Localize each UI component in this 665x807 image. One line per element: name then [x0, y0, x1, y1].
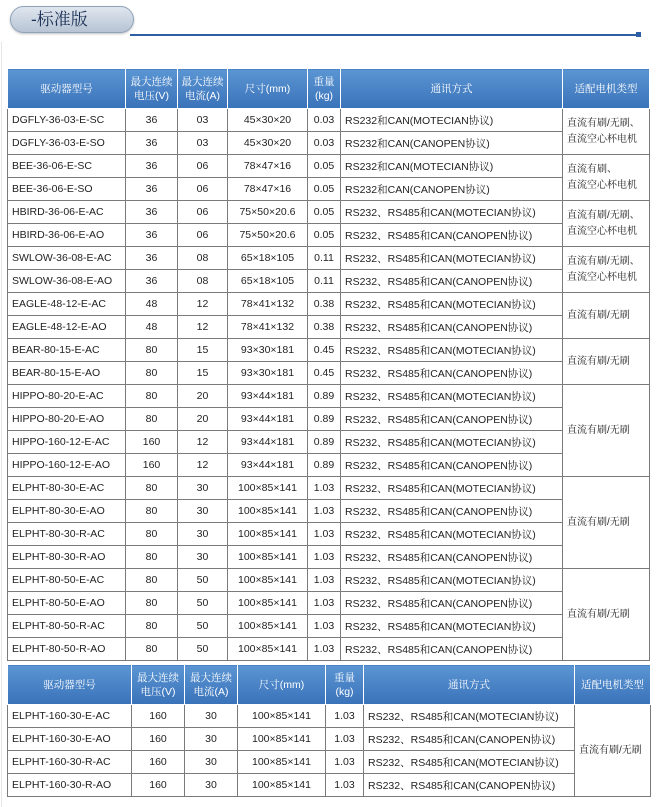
voltage-cell: 36: [126, 224, 178, 247]
size-cell: 100×85×141: [228, 546, 308, 569]
header-size: 尺寸(mm): [238, 665, 326, 705]
size-cell: 100×85×141: [228, 638, 308, 661]
current-cell: 06: [178, 178, 228, 201]
motor-type-line: 直流有刷/无刷: [579, 744, 642, 756]
size-cell: 100×85×141: [238, 705, 326, 728]
comm-cell: RS232、RS485和CAN(MOTECIAN协议): [341, 477, 563, 500]
table-row: [8, 728, 651, 751]
voltage-cell: 36: [126, 109, 178, 132]
model-cell: HIPPO-80-20-E-AC: [8, 385, 126, 408]
current-cell: 12: [178, 454, 228, 477]
voltage-cell: 36: [126, 155, 178, 178]
motor-type-line: 直流有刷/无刷: [567, 309, 630, 321]
size-cell: 78×47×16: [228, 178, 308, 201]
motor-type-cell: [563, 385, 650, 477]
motor-type-cell: [563, 201, 650, 247]
header-motor: 适配电机类型: [563, 69, 650, 109]
model-cell: HIPPO-160-12-E-AO: [8, 454, 126, 477]
table-row: [8, 201, 650, 224]
size-cell: 75×50×20.6: [228, 201, 308, 224]
spec-table-main: [7, 68, 650, 661]
weight-cell: 1.03: [308, 638, 341, 661]
table-row: [8, 523, 650, 546]
comm-cell: RS232、RS485和CAN(MOTECIAN协议): [341, 431, 563, 454]
current-cell: 12: [178, 431, 228, 454]
voltage-cell: 80: [126, 523, 178, 546]
current-cell: 50: [178, 592, 228, 615]
table-row: [8, 408, 650, 431]
comm-cell: RS232、RS485和CAN(MOTECIAN协议): [341, 569, 563, 592]
model-cell: ELPHT-80-30-E-AO: [8, 500, 126, 523]
comm-cell: RS232、RS485和CAN(CANOPEN协议): [341, 362, 563, 385]
size-cell: 78×41×132: [228, 316, 308, 339]
current-cell: 20: [178, 385, 228, 408]
current-cell: 03: [178, 132, 228, 155]
motor-type-cell: [563, 569, 650, 661]
voltage-cell: 36: [126, 132, 178, 155]
table-row: [8, 270, 650, 293]
table-row: [8, 132, 650, 155]
size-cell: 78×41×132: [228, 293, 308, 316]
model-cell: ELPHT-80-50-R-AO: [8, 638, 126, 661]
current-cell: 30: [178, 477, 228, 500]
current-cell: 15: [178, 339, 228, 362]
model-cell: ELPHT-80-30-E-AC: [8, 477, 126, 500]
size-cell: 93×44×181: [228, 408, 308, 431]
motor-type-line: 直流有刷/无刷: [567, 516, 630, 528]
comm-cell: RS232、RS485和CAN(CANOPEN协议): [341, 224, 563, 247]
table-row: [8, 774, 651, 797]
header-weight: 重量(kg): [326, 665, 364, 705]
model-cell: BEE-36-06-E-SO: [8, 178, 126, 201]
weight-cell: 0.05: [308, 201, 341, 224]
current-cell: 12: [178, 316, 228, 339]
size-cell: 93×44×181: [228, 431, 308, 454]
voltage-cell: 36: [126, 247, 178, 270]
table-row: [8, 705, 651, 728]
current-cell: 30: [185, 728, 238, 751]
voltage-cell: 36: [126, 201, 178, 224]
comm-cell: RS232、RS485和CAN(CANOPEN协议): [341, 546, 563, 569]
comm-cell: RS232、RS485和CAN(MOTECIAN协议): [341, 523, 563, 546]
table-row: [8, 500, 650, 523]
current-cell: 15: [178, 362, 228, 385]
size-cell: 93×30×181: [228, 339, 308, 362]
model-cell: ELPHT-160-30-E-AO: [8, 728, 132, 751]
current-cell: 50: [178, 569, 228, 592]
header-model: 驱动器型号: [8, 69, 126, 109]
weight-cell: 0.38: [308, 293, 341, 316]
weight-cell: 1.03: [308, 569, 341, 592]
header-row: [8, 69, 650, 109]
voltage-cell: 80: [126, 638, 178, 661]
model-cell: ELPHT-80-30-R-AC: [8, 523, 126, 546]
model-cell: EAGLE-48-12-E-AO: [8, 316, 126, 339]
voltage-cell: 80: [126, 500, 178, 523]
model-cell: SWLOW-36-08-E-AO: [8, 270, 126, 293]
table-row: [8, 431, 650, 454]
weight-cell: 0.89: [308, 408, 341, 431]
motor-type-cell: [563, 247, 650, 293]
size-cell: 100×85×141: [228, 615, 308, 638]
size-cell: 65×18×105: [228, 247, 308, 270]
model-cell: ELPHT-160-30-R-AC: [8, 751, 132, 774]
voltage-cell: 80: [126, 477, 178, 500]
size-cell: 45×30×20: [228, 132, 308, 155]
table-row: [8, 339, 650, 362]
header-comm: 通讯方式: [341, 69, 563, 109]
voltage-cell: 160: [126, 454, 178, 477]
model-cell: HIPPO-80-20-E-AO: [8, 408, 126, 431]
size-cell: 78×47×16: [228, 155, 308, 178]
weight-cell: 0.03: [308, 109, 341, 132]
comm-cell: RS232、RS485和CAN(CANOPEN协议): [364, 728, 575, 751]
table-row: [8, 454, 650, 477]
motor-type-line: 直流有刷/无刷、: [567, 255, 640, 267]
model-cell: DGFLY-36-03-E-SO: [8, 132, 126, 155]
table-row: [8, 109, 650, 132]
voltage-cell: 48: [126, 293, 178, 316]
comm-cell: RS232、RS485和CAN(MOTECIAN协议): [341, 201, 563, 224]
voltage-cell: 160: [132, 728, 185, 751]
header-current: 最大连续电流(A): [178, 69, 228, 109]
motor-type-cell: [563, 477, 650, 569]
table-row: [8, 247, 650, 270]
table-row: [8, 316, 650, 339]
comm-cell: RS232和CAN(MOTECIAN协议): [341, 109, 563, 132]
current-cell: 12: [178, 293, 228, 316]
comm-cell: RS232和CAN(CANOPEN协议): [341, 178, 563, 201]
motor-type-line: 直流有刷/无刷、: [567, 209, 640, 221]
voltage-cell: 36: [126, 270, 178, 293]
motor-type-line: 直流有刷/无刷、: [567, 117, 640, 129]
comm-cell: RS232、RS485和CAN(CANOPEN协议): [364, 774, 575, 797]
model-cell: SWLOW-36-08-E-AC: [8, 247, 126, 270]
table-row: [8, 592, 650, 615]
motor-type-cell: [563, 339, 650, 385]
table-row: [8, 224, 650, 247]
model-cell: BEE-36-06-E-SC: [8, 155, 126, 178]
spec-table-160v: [7, 664, 651, 797]
comm-cell: RS232、RS485和CAN(CANOPEN协议): [341, 500, 563, 523]
header-weight: 重量(kg): [308, 69, 341, 109]
comm-cell: RS232、RS485和CAN(MOTECIAN协议): [364, 751, 575, 774]
motor-type-line: 直流空心杯电机: [567, 271, 637, 283]
page-edge: [1, 42, 2, 807]
motor-type-line: 直流有刷/无刷: [567, 424, 630, 436]
voltage-cell: 80: [126, 408, 178, 431]
weight-cell: 1.03: [326, 728, 364, 751]
comm-cell: RS232和CAN(MOTECIAN协议): [341, 155, 563, 178]
comm-cell: RS232、RS485和CAN(MOTECIAN协议): [364, 705, 575, 728]
voltage-cell: 48: [126, 316, 178, 339]
size-cell: 100×85×141: [238, 728, 326, 751]
size-cell: 45×30×20: [228, 109, 308, 132]
motor-type-line: 直流有刷/无刷: [567, 608, 630, 620]
voltage-cell: 80: [126, 362, 178, 385]
model-cell: DGFLY-36-03-E-SC: [8, 109, 126, 132]
model-cell: ELPHT-80-50-E-AO: [8, 592, 126, 615]
motor-type-cell: [563, 155, 650, 201]
weight-cell: 1.03: [308, 592, 341, 615]
comm-cell: RS232、RS485和CAN(CANOPEN协议): [341, 638, 563, 661]
weight-cell: 1.03: [308, 523, 341, 546]
size-cell: 100×85×141: [228, 523, 308, 546]
weight-cell: 0.05: [308, 178, 341, 201]
motor-type-line: 直流有刷、: [567, 163, 617, 175]
weight-cell: 1.03: [308, 477, 341, 500]
table-row: [8, 569, 650, 592]
header-model: 驱动器型号: [8, 665, 132, 705]
table-row: [8, 155, 650, 178]
voltage-cell: 80: [126, 339, 178, 362]
current-cell: 08: [178, 270, 228, 293]
comm-cell: RS232、RS485和CAN(CANOPEN协议): [341, 270, 563, 293]
size-cell: 100×85×141: [228, 592, 308, 615]
weight-cell: 1.03: [326, 751, 364, 774]
comm-cell: RS232、RS485和CAN(MOTECIAN协议): [341, 293, 563, 316]
motor-type-cell: [563, 109, 650, 155]
current-cell: 30: [185, 751, 238, 774]
current-cell: 06: [178, 155, 228, 178]
current-cell: 30: [185, 774, 238, 797]
model-cell: ELPHT-80-30-R-AO: [8, 546, 126, 569]
size-cell: 65×18×105: [228, 270, 308, 293]
table-row: [8, 546, 650, 569]
header-voltage: 最大连续电压(V): [132, 665, 185, 705]
size-cell: 93×44×181: [228, 385, 308, 408]
current-cell: 06: [178, 201, 228, 224]
voltage-cell: 80: [126, 569, 178, 592]
table-row: [8, 615, 650, 638]
weight-cell: 1.03: [308, 615, 341, 638]
motor-type-line: 直流空心杯电机: [567, 179, 637, 191]
table-row: [8, 385, 650, 408]
current-cell: 06: [178, 224, 228, 247]
title-underline-end: [636, 32, 641, 37]
size-cell: 100×85×141: [228, 500, 308, 523]
motor-type-cell: [563, 293, 650, 339]
table-row: [8, 477, 650, 500]
table-row: [8, 751, 651, 774]
motor-type-line: 直流空心杯电机: [567, 225, 637, 237]
motor-type-line: 直流有刷/无刷: [567, 355, 630, 367]
header-size: 尺寸(mm): [228, 69, 308, 109]
comm-cell: RS232、RS485和CAN(MOTECIAN协议): [341, 339, 563, 362]
size-cell: 75×50×20.6: [228, 224, 308, 247]
current-cell: 03: [178, 109, 228, 132]
weight-cell: 0.05: [308, 224, 341, 247]
model-cell: ELPHT-160-30-E-AC: [8, 705, 132, 728]
current-cell: 20: [178, 408, 228, 431]
current-cell: 08: [178, 247, 228, 270]
section-title: -标准版: [10, 6, 134, 33]
size-cell: 100×85×141: [228, 569, 308, 592]
voltage-cell: 160: [132, 705, 185, 728]
weight-cell: 0.89: [308, 431, 341, 454]
weight-cell: 1.03: [308, 546, 341, 569]
size-cell: 93×44×181: [228, 454, 308, 477]
current-cell: 30: [185, 705, 238, 728]
size-cell: 100×85×141: [238, 751, 326, 774]
weight-cell: 0.05: [308, 155, 341, 178]
voltage-cell: 160: [132, 751, 185, 774]
table-row: [8, 638, 650, 661]
model-cell: BEAR-80-15-E-AC: [8, 339, 126, 362]
model-cell: HBIRD-36-06-E-AC: [8, 201, 126, 224]
voltage-cell: 80: [126, 546, 178, 569]
voltage-cell: 80: [126, 385, 178, 408]
weight-cell: 0.03: [308, 132, 341, 155]
voltage-cell: 160: [126, 431, 178, 454]
comm-cell: RS232、RS485和CAN(MOTECIAN协议): [341, 615, 563, 638]
size-cell: 100×85×141: [238, 774, 326, 797]
comm-cell: RS232、RS485和CAN(MOTECIAN协议): [341, 385, 563, 408]
current-cell: 30: [178, 523, 228, 546]
table-row: [8, 178, 650, 201]
weight-cell: 0.38: [308, 316, 341, 339]
model-cell: ELPHT-80-50-E-AC: [8, 569, 126, 592]
weight-cell: 1.03: [308, 500, 341, 523]
model-cell: EAGLE-48-12-E-AC: [8, 293, 126, 316]
weight-cell: 0.11: [308, 247, 341, 270]
motor-type-line: 直流空心杯电机: [567, 133, 637, 145]
weight-cell: 0.45: [308, 362, 341, 385]
weight-cell: 0.11: [308, 270, 341, 293]
model-cell: BEAR-80-15-E-AO: [8, 362, 126, 385]
header-motor: 适配电机类型: [575, 665, 651, 705]
voltage-cell: 36: [126, 178, 178, 201]
current-cell: 30: [178, 500, 228, 523]
comm-cell: RS232、RS485和CAN(CANOPEN协议): [341, 316, 563, 339]
weight-cell: 0.89: [308, 385, 341, 408]
table-row: [8, 293, 650, 316]
voltage-cell: 80: [126, 592, 178, 615]
current-cell: 50: [178, 638, 228, 661]
current-cell: 30: [178, 546, 228, 569]
header-row: [8, 665, 651, 705]
table-row: [8, 362, 650, 385]
title-underline: [130, 34, 638, 36]
comm-cell: RS232和CAN(CANOPEN协议): [341, 132, 563, 155]
motor-type-cell: [575, 705, 651, 797]
model-cell: ELPHT-160-30-R-AO: [8, 774, 132, 797]
model-cell: HBIRD-36-06-E-AO: [8, 224, 126, 247]
weight-cell: 1.03: [326, 705, 364, 728]
voltage-cell: 160: [132, 774, 185, 797]
model-cell: ELPHT-80-50-R-AC: [8, 615, 126, 638]
size-cell: 93×30×181: [228, 362, 308, 385]
model-cell: HIPPO-160-12-E-AC: [8, 431, 126, 454]
header-voltage: 最大连续电压(V): [126, 69, 178, 109]
header-comm: 通讯方式: [364, 665, 575, 705]
voltage-cell: 80: [126, 615, 178, 638]
comm-cell: RS232、RS485和CAN(CANOPEN协议): [341, 408, 563, 431]
comm-cell: RS232、RS485和CAN(CANOPEN协议): [341, 454, 563, 477]
header-current: 最大连续电流(A): [185, 665, 238, 705]
section-title-bar: [0, 4, 665, 40]
weight-cell: 0.89: [308, 454, 341, 477]
comm-cell: RS232、RS485和CAN(CANOPEN协议): [341, 592, 563, 615]
weight-cell: 0.45: [308, 339, 341, 362]
size-cell: 100×85×141: [228, 477, 308, 500]
comm-cell: RS232、RS485和CAN(MOTECIAN协议): [341, 247, 563, 270]
current-cell: 50: [178, 615, 228, 638]
weight-cell: 1.03: [326, 774, 364, 797]
